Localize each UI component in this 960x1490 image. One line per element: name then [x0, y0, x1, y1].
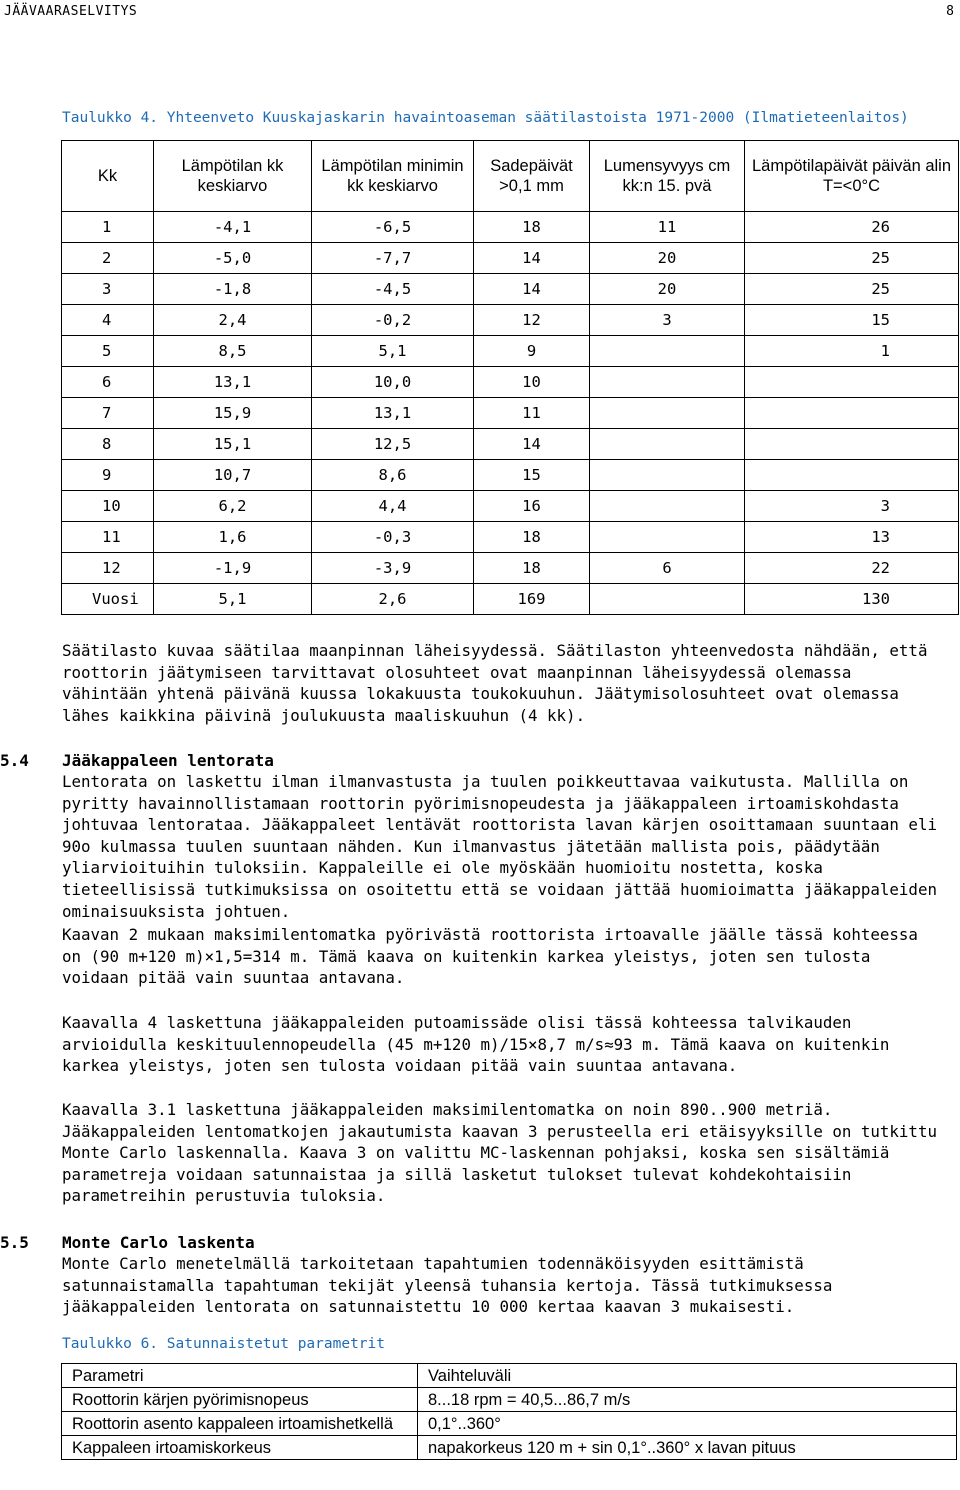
section-5-5-title: Monte Carlo laskenta	[62, 1233, 255, 1252]
cell-mean-temp: 10,7	[154, 460, 312, 491]
cell-month: 5	[62, 336, 154, 367]
section-5-4-heading	[0, 751, 274, 770]
cell-rain-days: 10	[474, 367, 590, 398]
document-header: JÄÄVAARASELVITYS	[4, 4, 138, 19]
cell-min-temp: 13,1	[312, 398, 474, 429]
cell-mean-temp: 5,1	[154, 584, 312, 615]
cell-frost-days: 13	[745, 522, 959, 553]
cell-frost-days: 15	[745, 305, 959, 336]
page-number: 8	[946, 4, 954, 19]
table-row	[62, 243, 959, 274]
cell-month: 9	[62, 460, 154, 491]
section-5-4-title: Jääkappaleen lentorata	[62, 751, 274, 770]
cell-min-temp: -4,5	[312, 274, 474, 305]
cell-month: 7	[62, 398, 154, 429]
cell-min-temp: -0,3	[312, 522, 474, 553]
cell-mean-temp: 1,6	[154, 522, 312, 553]
cell-rain-days: 15	[474, 460, 590, 491]
cell-min-temp: -7,7	[312, 243, 474, 274]
table-row	[62, 491, 959, 522]
table-row	[62, 274, 959, 305]
table6-header-row	[62, 1364, 957, 1388]
table-row	[62, 429, 959, 460]
cell-month: 4	[62, 305, 154, 336]
cell-mean-temp: -1,9	[154, 553, 312, 584]
cell-parameter: Parametri	[62, 1364, 418, 1388]
cell-snow-depth	[590, 460, 745, 491]
header-mean-temp: Lämpötilan kk keskiarvo	[154, 141, 312, 212]
table4-caption: Taulukko 4. Yhteenveto Kuuskajaskarin havaintoaseman säätilastoista 1971-2000 (Ilmatieteenlaitos)	[62, 110, 909, 126]
cell-frost-days: 25	[745, 243, 959, 274]
cell-mean-temp: -1,8	[154, 274, 312, 305]
section-5-5-heading	[0, 1233, 255, 1252]
cell-snow-depth	[590, 491, 745, 522]
header-rain-days: Sadepäivät >0,1 mm	[474, 141, 590, 212]
cell-month: 11	[62, 522, 154, 553]
cell-rain-days: 14	[474, 429, 590, 460]
table-row	[62, 584, 959, 615]
cell-frost-days: 26	[745, 212, 959, 243]
cell-month: 1	[62, 212, 154, 243]
cell-mean-temp: 6,2	[154, 491, 312, 522]
cell-frost-days: 22	[745, 553, 959, 584]
table-row	[62, 1388, 957, 1412]
cell-rain-days: 14	[474, 243, 590, 274]
cell-snow-depth: 11	[590, 212, 745, 243]
cell-mean-temp: 15,1	[154, 429, 312, 460]
cell-month: 8	[62, 429, 154, 460]
cell-snow-depth	[590, 429, 745, 460]
cell-snow-depth	[590, 398, 745, 429]
paragraph-formula-3-1: Kaavalla 3.1 laskettuna jääkappaleiden maksimilentomatka on noin 890..900 metriä. Jääkappaleiden lentomatkojen jakautumista kaavan 3 perusteella eri etäisyyksille on tutkittu Monte Carlo laskennalla. Kaava 3 on valittu MC-laskennan pohjaksi, koska sen sisältämiä parametreja voidaan satunnaistaa ja sillä lasketut tulokset tulevat kohdekohtaisiin parametreihin perustuvia tuloksia.	[62, 1100, 937, 1206]
paragraph-weather-summary: Säätilasto kuvaa säätilaa maanpinnan läheisyydessä. Säätilaston yhteenvedosta nähdään, että roottorin jäätymiseen tarvittavat olosuhteet ovat maanpinnan läheisyydessä olemassa vähintään yhtenä päivänä kuussa lokakuusta toukokuuhun. Jäätymisolosuhteet ovat olemassa lähes kaikkina päivinä joulukuusta maaliskuuhun (4 kk).	[62, 641, 928, 725]
cell-parameter: Roottorin asento kappaleen irtoamishetkellä	[62, 1412, 418, 1436]
paragraph-formula-4: Kaavalla 4 laskettuna jääkappaleiden putoamissäde olisi tässä kohteessa talvikauden arvioidulla keskituulennopeudella (45 m+120 m)/15×8,7 m/s≈93 m. Tämä kaava on kuitenkin karkea yleistys, joten sen tulosta voidaan pitää vain suuntaa antavana.	[62, 1013, 890, 1076]
cell-range: 0,1°..360°	[418, 1412, 957, 1436]
table-row	[62, 336, 959, 367]
cell-min-temp: -3,9	[312, 553, 474, 584]
cell-frost-days: 3	[745, 491, 959, 522]
cell-rain-days: 169	[474, 584, 590, 615]
table4-header-row	[62, 141, 959, 212]
cell-frost-days	[745, 429, 959, 460]
cell-month: 2	[62, 243, 154, 274]
cell-min-temp: -6,5	[312, 212, 474, 243]
cell-snow-depth	[590, 336, 745, 367]
cell-min-temp: 12,5	[312, 429, 474, 460]
cell-parameter: Roottorin kärjen pyörimisnopeus	[62, 1388, 418, 1412]
header-frost-days: Lämpötilapäivät päivän alin T=<0°C	[745, 141, 959, 212]
cell-snow-depth: 3	[590, 305, 745, 336]
cell-min-temp: 8,6	[312, 460, 474, 491]
cell-rain-days: 11	[474, 398, 590, 429]
cell-rain-days: 18	[474, 522, 590, 553]
weather-summary-table	[61, 140, 959, 615]
cell-month: Vuosi	[62, 584, 154, 615]
paragraph-formula-2: Kaavan 2 mukaan maksimilentomatka pyörivästä roottorista irtoavalle jäälle tässä kohteessa on (90 m+120 m)×1,5=314 m. Tämä kaava on kuitenkin karkea yleistys, joten sen tulosta voidaan pitää vain suuntaa antavana.	[62, 925, 918, 988]
cell-rain-days: 12	[474, 305, 590, 336]
cell-snow-depth: 20	[590, 274, 745, 305]
cell-min-temp: 5,1	[312, 336, 474, 367]
cell-parameter: Kappaleen irtoamiskorkeus	[62, 1436, 418, 1460]
cell-range: napakorkeus 120 m + sin 0,1°..360° x lavan pituus	[418, 1436, 957, 1460]
cell-rain-days: 14	[474, 274, 590, 305]
randomized-parameters-table	[61, 1363, 957, 1460]
header-month: Kk	[62, 141, 154, 212]
table-row	[62, 398, 959, 429]
paragraph-monte-carlo: Monte Carlo menetelmällä tarkoitetaan tapahtumien todennäköisyyden esittämistä satunnaistamalla tapahtuman tekijät yleensä tuhansia kertoja. Tässä tutkimuksessa jääkappaleiden lentorata on satunnaistettu 10 000 kertaa kaavan 3 mukaisesti.	[62, 1254, 833, 1317]
table-row	[62, 460, 959, 491]
cell-snow-depth: 6	[590, 553, 745, 584]
cell-min-temp: 10,0	[312, 367, 474, 398]
cell-range: 8...18 rpm = 40,5...86,7 m/s	[418, 1388, 957, 1412]
table-row	[62, 553, 959, 584]
paragraph-trajectory: Lentorata on laskettu ilman ilmanvastusta ja tuulen poikkeuttavaa vaikutusta. Mallilla on pyritty havainnollistamaan roottorin pyörimisnopeudesta ja jääkappaleen irtoamiskohdasta johtuvaa lentorataa. Jääkappaleet lentävät roottorista lavan kärjen osoittamaan suuntaan eli 90o kulmassa tuulen suuntaan nähden. Kun ilmanvastus jätetään mallista pois, päädytään yliarvioituihin tuloksiin. Kappaleille ei ole myöskään huomioitu nostetta, koska tieteellisissä tutkimuksissa on osoitettu että se voidaan jättää huomioimatta jääkappaleiden ominaisuuksista johtuen.	[62, 772, 937, 921]
table-row	[62, 305, 959, 336]
cell-mean-temp: 13,1	[154, 367, 312, 398]
cell-frost-days: 1	[745, 336, 959, 367]
cell-mean-temp: 2,4	[154, 305, 312, 336]
cell-rain-days: 18	[474, 553, 590, 584]
cell-frost-days: 25	[745, 274, 959, 305]
cell-min-temp: 2,6	[312, 584, 474, 615]
cell-mean-temp: 15,9	[154, 398, 312, 429]
section-5-5-number: 5.5	[0, 1233, 29, 1252]
cell-range: Vaihteluväli	[418, 1364, 957, 1388]
section-5-4-number: 5.4	[0, 751, 29, 770]
cell-frost-days	[745, 367, 959, 398]
cell-frost-days	[745, 460, 959, 491]
cell-min-temp: 4,4	[312, 491, 474, 522]
table-row	[62, 522, 959, 553]
header-min-temp: Lämpötilan minimin kk keskiarvo	[312, 141, 474, 212]
cell-snow-depth	[590, 367, 745, 398]
cell-month: 12	[62, 553, 154, 584]
table-row	[62, 212, 959, 243]
cell-snow-depth	[590, 522, 745, 553]
table-row	[62, 1436, 957, 1460]
cell-snow-depth	[590, 584, 745, 615]
cell-rain-days: 9	[474, 336, 590, 367]
cell-month: 6	[62, 367, 154, 398]
cell-min-temp: -0,2	[312, 305, 474, 336]
cell-month: 10	[62, 491, 154, 522]
cell-mean-temp: -5,0	[154, 243, 312, 274]
cell-mean-temp: -4,1	[154, 212, 312, 243]
table-row	[62, 367, 959, 398]
header-snow-depth: Lumensyvyys cm kk:n 15. pvä	[590, 141, 745, 212]
cell-snow-depth: 20	[590, 243, 745, 274]
cell-month: 3	[62, 274, 154, 305]
cell-frost-days: 130	[745, 584, 959, 615]
cell-mean-temp: 8,5	[154, 336, 312, 367]
table-row	[62, 1412, 957, 1436]
cell-frost-days	[745, 398, 959, 429]
table6-caption: Taulukko 6. Satunnaistetut parametrit	[62, 1336, 386, 1352]
cell-rain-days: 18	[474, 212, 590, 243]
cell-rain-days: 16	[474, 491, 590, 522]
